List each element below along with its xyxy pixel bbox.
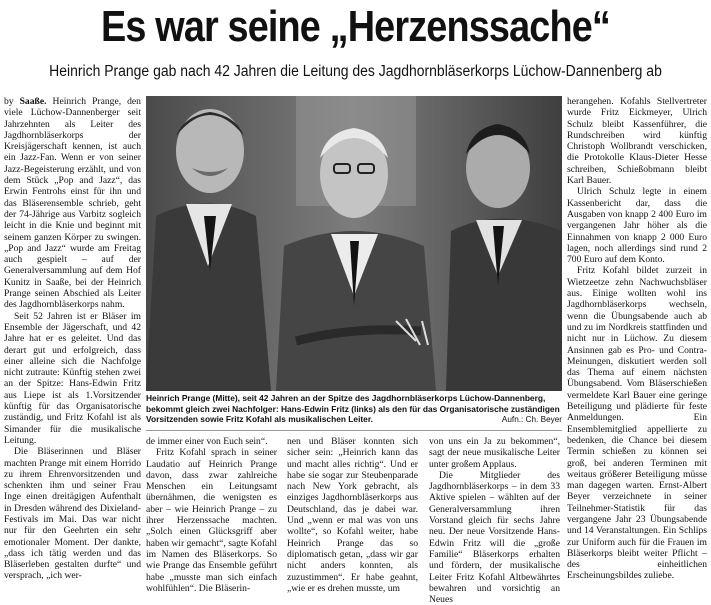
- photo-caption: Heinrich Prange (Mitte), seit 42 Jahren an der Spitze des Jagdhornbläserkorps Lüchow-Dannenberg, bekommt gleich zwei Nachfolger: Hans-Edwin Fritz (links) als den für das Organisatorische zuständigen Vorsitzenden sowie Fritz Kofahl als musikalischen Leiter.: [146, 393, 560, 425]
- paragraph-text: Heinrich Prange, den viele Lüchow-Dannenberger seit Jahrzehnten als Leiter des Jagdhornbläserkorps der Kreisjägerschaft kennen, ist auch ein Jazz-Fan. Wenn er von seiner Jazz-Begeisterung erzählt, und von dem Stück „Pop and Jazz“, das Erwin Fentrohs einst für ihn und das Bläserensemble schrieb, geht der 74-Jährige aus Varbitz sogleich leicht in die Knie und beginnt mit seinem ganzen Körper zu swingen. „Pop and Jazz“ wurde am Freitag auch gespielt – auf der Generalversammlung auf dem Hof Kunitz in Saaße, bei der Heinrich Prange seinen Abschied als Leiter des Jagdhornbläserkorps nahm.: [4, 96, 141, 311]
- paragraph: Die Mitglieder des Jagdhornbläserkorps – in dem 33 Aktive spielen – wählten auf der Generalversammlung ihren Vorstand gleich für sechs Jahre neu. Der neue Vorsitzende Hans-Edwin Fritz will die „große Familie“ Bläserkorps erhalten und fördern, der musikalische Leiter Fritz Kofahl Altbewährtes bewahren und vorsichtig an Neues: [429, 469, 560, 605]
- paragraph: herangehen. Kofahls Stellvertreter wurde Fritz Eickmeyer, Ulrich Schulz bleibt Kassenführer, die Rundschreiben wird künftig Christoph Wollbrandt verschicken, die Protokolle Klaus-Dieter Hesse schreiben, Schießobmann bleibt Karl Bauer.: [567, 96, 707, 187]
- paragraph: nen und Bläser konnten sich sicher sein: „Heinrich kann das und macht alles richtig“. Und er habe sie sogar zur Steubenparade nach New York gebracht, als einziges Jagdhornbläserkorps aus Deutschland, das je dabei war. Und „wenn er mal was von uns wollte“, so Kofahl weiter, habe Heinrich Prange das so diplomatisch getan, „dass wir gar nicht anders konnten, als zuzustimmen“. Er habe geahnt, „wie er es drehen musste, um: [287, 436, 418, 594]
- subheadline: Heinrich Prange gab nach 42 Jahren die Leitung des Jagdhornbläserkorps Lüchow-Dannenberg ab: [49, 63, 662, 80]
- article-photo: [146, 96, 562, 391]
- headline: Es war seine „Herzenssache“: [101, 2, 610, 51]
- photo-illustration: [146, 96, 562, 391]
- paragraph: Die Bläserinnen und Bläser machten Prange mit einem Horrido zu ihrem Ehrenvorsitzenden und schenkten ihm und seiner Frau Inge einen dreitägigen Aufenthalt in Dresden während des Dixieland-Festivals im Mai. Das war nicht nur für den Geehrten ein sehr emotionaler Moment. Der dankte, „dass ich tätig werden und das Bläserleben gestalten durfte“ und versprach, „ich wer-: [4, 446, 141, 582]
- paragraph: von uns ein Ja zu bekommen“, sagt der neue musikalische Leiter unter großem Applaus.: [429, 436, 560, 470]
- paragraph: de immer einer von Euch sein“.: [146, 436, 268, 447]
- column-2: [146, 436, 277, 594]
- column-1: [4, 96, 141, 582]
- divider: [146, 430, 562, 431]
- column-5: [567, 96, 707, 582]
- paragraph: Seit 52 Jahren ist er Bläser im Ensemble der Jägerschaft, und 42 Jahre hat er es geleitet. Und das derart gut und erfolgreich, dass einer alleine sich die Nachfolge nicht zutraute: Künftig stehen zwei an der Spitze: Hans-Edwin Fritz aus Liepe ist als 1.Vorsitzender künftig für das Organisatorische zuständig, und Fritz Kofahl ist als Simander für die musikalische Leitung.: [4, 310, 141, 446]
- paragraph: Fritz Kofahl sprach in seiner Laudatio auf Heinrich Prange davon, dass zwar zahlreiche Menschen ein Leitungsamt übernähmen, die wenigsten es aber – wie Heinrich Prange – zu ihrer Herzenssache machten. „Solch einen Glücksgriff aber haben wir gemacht“, sagte Kofahl im Namen des Bläserkorps. So wie Prange das Ensemble geführt habe „musste man sich einfach wohlfühlen“. Die Bläserin-: [146, 447, 277, 594]
- photo-credit: Aufn.: Ch. Beyer: [501, 415, 562, 424]
- column-3: [287, 436, 418, 594]
- author-prefix: by: [4, 96, 14, 107]
- paragraph: Fritz Kofahl bildet zurzeit in Wietzeetze zehn Nachwuchsbläser aus. Einige wollten wohl ins Jagdhornbläserkorps wechseln, wenn die Übungsabende auch ab und zu im Nordkreis stattfinden und nicht nur in Lüchow. Zu diesem Ansinnen gab es Pro- und Contra-Meinungen, diskutiert werden soll das Thema auf einem nächsten Übungsabend. Vom Bläserschießen vermeldete Karl Bauer eine geringe Beteiligung und plädierte für feste Anmeldungen. Ein Ensemblemitglied appellierte zu bedenken, die Chance bei diesem Termin schießen zu können sei groß, bei anderen Terminen mit weitaus größerer Beteiligung müsse man dagegen warten. Ernst-Albert Beyer verzeichnete in seiner Teilnehmer-Statistik für das vergangene Jahr 23 Übungsabende und 14 Veranstaltungen. Ein Schlips zur Uniform auch für die Frauen im Bläserkorps bleibt weiter Pflicht – des einheitlichen Erscheinungsbildes zuliebe.: [567, 265, 707, 582]
- column-4: [429, 436, 560, 605]
- paragraph: Ulrich Schulz legte in einem Kassenbericht dar, dass die Ausgaben von knapp 2 400 Euro im vergangenen Jahr höher als die Einnahmen von knapp 2 000 Euro lagen, noch allerdings sind rund 2 700 Euro auf dem Konto.: [567, 186, 707, 266]
- author-name: Saaße.: [19, 96, 47, 107]
- paragraph: [4, 96, 141, 311]
